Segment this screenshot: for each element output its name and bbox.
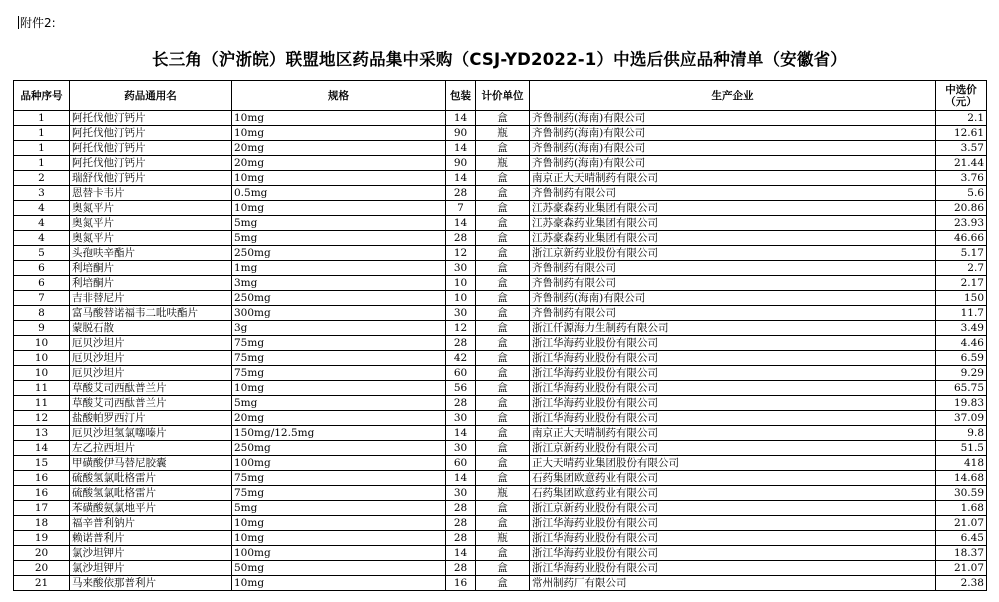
- cell-pack: 12: [446, 246, 476, 261]
- cell-no: 1: [14, 111, 70, 126]
- header-price: [936, 81, 987, 111]
- cell-pack: 60: [446, 366, 476, 381]
- cell-no: 2: [14, 171, 70, 186]
- cell-company: 浙江京新药业股份有限公司: [530, 501, 936, 516]
- cell-price: 21.07: [936, 561, 987, 576]
- cell-price: 21.44: [936, 156, 987, 171]
- cell-unit: 盒: [476, 501, 530, 516]
- cell-company: 浙江华海药业股份有限公司: [530, 366, 936, 381]
- cell-name: 厄贝沙坦片: [70, 366, 232, 381]
- cell-unit: 盒: [476, 396, 530, 411]
- cell-name: 赖诺普利片: [70, 531, 232, 546]
- text-cursor: [18, 16, 19, 29]
- table-row: [14, 246, 987, 261]
- cell-price: 150: [936, 291, 987, 306]
- cell-company: 南京正大天晴制药有限公司: [530, 426, 936, 441]
- cell-unit: 盒: [476, 261, 530, 276]
- cell-pack: 14: [446, 171, 476, 186]
- cell-no: 10: [14, 336, 70, 351]
- cell-unit: 盒: [476, 471, 530, 486]
- table-row: [14, 411, 987, 426]
- cell-company: 石药集团欧意药业有限公司: [530, 486, 936, 501]
- table-row: [14, 351, 987, 366]
- cell-company: 江苏豪森药业集团有限公司: [530, 231, 936, 246]
- cell-spec: 10mg: [232, 126, 446, 141]
- cell-pack: 14: [446, 216, 476, 231]
- cell-company: 浙江京新药业股份有限公司: [530, 441, 936, 456]
- cell-company: 浙江华海药业股份有限公司: [530, 546, 936, 561]
- cell-unit: 盒: [476, 171, 530, 186]
- table-row: [14, 486, 987, 501]
- cell-pack: 28: [446, 531, 476, 546]
- cell-name: 头孢呋辛酯片: [70, 246, 232, 261]
- cell-spec: 10mg: [232, 516, 446, 531]
- cell-name: 利培酮片: [70, 276, 232, 291]
- document-title: 长三角（沪浙皖）联盟地区药品集中采购（CSJ-YD2022-1）中选后供应品种清单（安徽省）: [152, 50, 847, 69]
- cell-no: 4: [14, 216, 70, 231]
- cell-company: 正大天晴药业集团股份有限公司: [530, 456, 936, 471]
- cell-unit: 盒: [476, 426, 530, 441]
- cell-unit: 盒: [476, 306, 530, 321]
- table-row: [14, 516, 987, 531]
- cell-spec: 75mg: [232, 336, 446, 351]
- table-row: [14, 231, 987, 246]
- cell-no: 1: [14, 156, 70, 171]
- cell-no: 11: [14, 396, 70, 411]
- cell-pack: 14: [446, 111, 476, 126]
- table-row: [14, 441, 987, 456]
- cell-name: 盐酸帕罗西汀片: [70, 411, 232, 426]
- table-row: [14, 426, 987, 441]
- header-no: 品种序号: [14, 81, 70, 111]
- cell-pack: 28: [446, 396, 476, 411]
- cell-name: 草酸艾司西酞普兰片: [70, 381, 232, 396]
- cell-spec: 150mg/12.5mg: [232, 426, 446, 441]
- table-row: [14, 456, 987, 471]
- cell-name: 厄贝沙坦片: [70, 336, 232, 351]
- cell-no: 9: [14, 321, 70, 336]
- cell-company: 浙江华海药业股份有限公司: [530, 381, 936, 396]
- table-row: [14, 186, 987, 201]
- cell-spec: 250mg: [232, 291, 446, 306]
- cell-name: 氯沙坦钾片: [70, 561, 232, 576]
- cell-company: 齐鲁制药(海南)有限公司: [530, 156, 936, 171]
- cell-no: 10: [14, 366, 70, 381]
- table-row: [14, 336, 987, 351]
- cell-company: 浙江华海药业股份有限公司: [530, 396, 936, 411]
- header-price-line2: （元）: [945, 95, 977, 108]
- cell-price: 3.49: [936, 321, 987, 336]
- cell-price: 6.59: [936, 351, 987, 366]
- cell-spec: 5mg: [232, 501, 446, 516]
- cell-spec: 1mg: [232, 261, 446, 276]
- cell-company: 浙江京新药业股份有限公司: [530, 246, 936, 261]
- cell-spec: 75mg: [232, 351, 446, 366]
- cell-name: 厄贝沙坦片: [70, 351, 232, 366]
- cell-no: 21: [14, 576, 70, 591]
- cell-company: 江苏豪森药业集团有限公司: [530, 216, 936, 231]
- cell-company: 齐鲁制药(海南)有限公司: [530, 141, 936, 156]
- cell-no: 20: [14, 561, 70, 576]
- cell-spec: 5mg: [232, 216, 446, 231]
- cell-name: 阿托伐他汀钙片: [70, 126, 232, 141]
- cell-price: 5.17: [936, 246, 987, 261]
- cell-spec: 10mg: [232, 531, 446, 546]
- cell-company: 浙江华海药业股份有限公司: [530, 516, 936, 531]
- cell-price: 9.29: [936, 366, 987, 381]
- cell-pack: 56: [446, 381, 476, 396]
- header-unit: 计价单位: [476, 81, 530, 111]
- annex-label: [18, 14, 56, 31]
- cell-spec: 75mg: [232, 471, 446, 486]
- cell-spec: 300mg: [232, 306, 446, 321]
- cell-no: 16: [14, 486, 70, 501]
- cell-pack: 14: [446, 426, 476, 441]
- cell-name: 硫酸氢氯吡格雷片: [70, 471, 232, 486]
- cell-unit: 盒: [476, 291, 530, 306]
- cell-spec: 10mg: [232, 576, 446, 591]
- cell-pack: 28: [446, 501, 476, 516]
- cell-unit: 瓶: [476, 486, 530, 501]
- table-row: [14, 156, 987, 171]
- cell-name: 氯沙坦钾片: [70, 546, 232, 561]
- cell-unit: 盒: [476, 381, 530, 396]
- cell-name: 阿托伐他汀钙片: [70, 141, 232, 156]
- cell-price: 5.6: [936, 186, 987, 201]
- cell-price: 4.46: [936, 336, 987, 351]
- annex-text: 附件2:: [20, 16, 56, 30]
- cell-company: 浙江华海药业股份有限公司: [530, 351, 936, 366]
- cell-pack: 28: [446, 561, 476, 576]
- cell-price: 46.66: [936, 231, 987, 246]
- cell-pack: 12: [446, 321, 476, 336]
- cell-spec: 20mg: [232, 156, 446, 171]
- cell-unit: 盒: [476, 201, 530, 216]
- cell-unit: 盒: [476, 216, 530, 231]
- table-row: [14, 396, 987, 411]
- cell-company: 齐鲁制药(海南)有限公司: [530, 111, 936, 126]
- cell-price: 11.7: [936, 306, 987, 321]
- cell-no: 1: [14, 141, 70, 156]
- cell-unit: 盒: [476, 546, 530, 561]
- cell-pack: 90: [446, 126, 476, 141]
- cell-pack: 90: [446, 156, 476, 171]
- cell-spec: 75mg: [232, 366, 446, 381]
- cell-unit: 盒: [476, 351, 530, 366]
- header-price-line1: 中选价: [945, 83, 977, 96]
- table-row: [14, 576, 987, 591]
- cell-name: 利培酮片: [70, 261, 232, 276]
- cell-unit: 瓶: [476, 531, 530, 546]
- cell-pack: 60: [446, 456, 476, 471]
- table-row: [14, 381, 987, 396]
- cell-unit: 盒: [476, 246, 530, 261]
- cell-no: 15: [14, 456, 70, 471]
- cell-unit: 盒: [476, 441, 530, 456]
- cell-price: 2.7: [936, 261, 987, 276]
- table-row: [14, 561, 987, 576]
- cell-name: 草酸艾司西酞普兰片: [70, 396, 232, 411]
- cell-price: 14.68: [936, 471, 987, 486]
- cell-spec: 100mg: [232, 456, 446, 471]
- cell-no: 12: [14, 411, 70, 426]
- cell-spec: 5mg: [232, 396, 446, 411]
- cell-unit: 瓶: [476, 156, 530, 171]
- cell-no: 18: [14, 516, 70, 531]
- cell-company: 浙江华海药业股份有限公司: [530, 411, 936, 426]
- cell-unit: 盒: [476, 561, 530, 576]
- cell-no: 16: [14, 471, 70, 486]
- cell-price: 3.76: [936, 171, 987, 186]
- cell-company: 齐鲁制药有限公司: [530, 261, 936, 276]
- table-row: [14, 321, 987, 336]
- cell-pack: 7: [446, 201, 476, 216]
- cell-company: 浙江华海药业股份有限公司: [530, 531, 936, 546]
- cell-unit: 瓶: [476, 126, 530, 141]
- table-row: [14, 261, 987, 276]
- cell-pack: 30: [446, 486, 476, 501]
- cell-no: 17: [14, 501, 70, 516]
- cell-price: 2.17: [936, 276, 987, 291]
- cell-pack: 30: [446, 441, 476, 456]
- cell-unit: 盒: [476, 336, 530, 351]
- cell-spec: 5mg: [232, 231, 446, 246]
- cell-spec: 20mg: [232, 411, 446, 426]
- cell-name: 奥氮平片: [70, 216, 232, 231]
- cell-unit: 盒: [476, 516, 530, 531]
- cell-price: 21.07: [936, 516, 987, 531]
- cell-price: 65.75: [936, 381, 987, 396]
- cell-pack: 14: [446, 471, 476, 486]
- cell-spec: 0.5mg: [232, 186, 446, 201]
- cell-unit: 盒: [476, 186, 530, 201]
- cell-company: 齐鲁制药(海南)有限公司: [530, 126, 936, 141]
- cell-name: 阿托伐他汀钙片: [70, 156, 232, 171]
- cell-no: 4: [14, 231, 70, 246]
- cell-price: 23.93: [936, 216, 987, 231]
- cell-pack: 42: [446, 351, 476, 366]
- cell-spec: 250mg: [232, 246, 446, 261]
- cell-price: 3.57: [936, 141, 987, 156]
- cell-pack: 14: [446, 141, 476, 156]
- cell-price: 9.8: [936, 426, 987, 441]
- cell-spec: 10mg: [232, 171, 446, 186]
- cell-no: 3: [14, 186, 70, 201]
- table-row: [14, 501, 987, 516]
- cell-price: 6.45: [936, 531, 987, 546]
- cell-no: 19: [14, 531, 70, 546]
- cell-spec: 20mg: [232, 141, 446, 156]
- table-row: [14, 216, 987, 231]
- cell-no: 14: [14, 441, 70, 456]
- cell-name: 奥氮平片: [70, 231, 232, 246]
- table-row: [14, 111, 987, 126]
- table-row: [14, 471, 987, 486]
- cell-no: 13: [14, 426, 70, 441]
- cell-unit: 盒: [476, 231, 530, 246]
- table-row: [14, 306, 987, 321]
- cell-spec: 3mg: [232, 276, 446, 291]
- cell-company: 南京正大天晴制药有限公司: [530, 171, 936, 186]
- cell-price: 418: [936, 456, 987, 471]
- cell-company: 常州制药厂有限公司: [530, 576, 936, 591]
- cell-no: 20: [14, 546, 70, 561]
- cell-pack: 28: [446, 336, 476, 351]
- cell-price: 1.68: [936, 501, 987, 516]
- cell-company: 江苏豪森药业集团有限公司: [530, 201, 936, 216]
- cell-no: 6: [14, 276, 70, 291]
- table-row: [14, 546, 987, 561]
- cell-pack: 30: [446, 261, 476, 276]
- cell-spec: 100mg: [232, 546, 446, 561]
- cell-pack: 10: [446, 291, 476, 306]
- cell-spec: 75mg: [232, 486, 446, 501]
- cell-no: 11: [14, 381, 70, 396]
- cell-spec: 10mg: [232, 201, 446, 216]
- cell-unit: 盒: [476, 141, 530, 156]
- cell-name: 瑞舒伐他汀钙片: [70, 171, 232, 186]
- table-row: [14, 201, 987, 216]
- cell-spec: 50mg: [232, 561, 446, 576]
- cell-pack: 28: [446, 231, 476, 246]
- cell-no: 7: [14, 291, 70, 306]
- cell-pack: 16: [446, 576, 476, 591]
- cell-company: 齐鲁制药有限公司: [530, 306, 936, 321]
- cell-price: 12.61: [936, 126, 987, 141]
- cell-no: 1: [14, 126, 70, 141]
- cell-unit: 盒: [476, 366, 530, 381]
- table-row: [14, 171, 987, 186]
- cell-name: 马来酸依那普利片: [70, 576, 232, 591]
- cell-spec: 3g: [232, 321, 446, 336]
- cell-pack: 14: [446, 546, 476, 561]
- cell-name: 奥氮平片: [70, 201, 232, 216]
- table-row: [14, 276, 987, 291]
- cell-pack: 28: [446, 186, 476, 201]
- cell-company: 石药集团欧意药业有限公司: [530, 471, 936, 486]
- cell-price: 30.59: [936, 486, 987, 501]
- cell-pack: 30: [446, 306, 476, 321]
- cell-name: 硫酸氢氯吡格雷片: [70, 486, 232, 501]
- cell-company: 齐鲁制药有限公司: [530, 186, 936, 201]
- cell-price: 37.09: [936, 411, 987, 426]
- drug-list-table: [13, 80, 987, 591]
- cell-name: 阿托伐他汀钙片: [70, 111, 232, 126]
- cell-spec: 250mg: [232, 441, 446, 456]
- cell-unit: 盒: [476, 276, 530, 291]
- cell-price: 2.38: [936, 576, 987, 591]
- cell-pack: 10: [446, 276, 476, 291]
- header-company: 生产企业: [530, 81, 936, 111]
- cell-company: 齐鲁制药有限公司: [530, 276, 936, 291]
- cell-company: 齐鲁制药(海南)有限公司: [530, 291, 936, 306]
- cell-name: 恩替卡韦片: [70, 186, 232, 201]
- table-header-row: [14, 81, 987, 111]
- cell-name: 蒙脱石散: [70, 321, 232, 336]
- cell-price: 18.37: [936, 546, 987, 561]
- cell-name: 苯磺酸氨氯地平片: [70, 501, 232, 516]
- cell-price: 51.5: [936, 441, 987, 456]
- cell-unit: 盒: [476, 456, 530, 471]
- cell-no: 6: [14, 261, 70, 276]
- cell-price: 2.1: [936, 111, 987, 126]
- cell-name: 厄贝沙坦氢氯噻嗪片: [70, 426, 232, 441]
- cell-unit: 盒: [476, 411, 530, 426]
- cell-spec: 10mg: [232, 111, 446, 126]
- cell-name: 左乙拉西坦片: [70, 441, 232, 456]
- table-row: [14, 291, 987, 306]
- header-name: 药品通用名: [70, 81, 232, 111]
- cell-company: 浙江华海药业股份有限公司: [530, 336, 936, 351]
- cell-no: 10: [14, 351, 70, 366]
- table-row: [14, 126, 987, 141]
- cell-name: 吉非替尼片: [70, 291, 232, 306]
- cell-pack: 28: [446, 516, 476, 531]
- cell-unit: 盒: [476, 321, 530, 336]
- cell-no: 8: [14, 306, 70, 321]
- cell-price: 20.86: [936, 201, 987, 216]
- cell-name: 富马酸替诺福韦二吡呋酯片: [70, 306, 232, 321]
- table-row: [14, 366, 987, 381]
- cell-company: 浙江华海药业股份有限公司: [530, 561, 936, 576]
- cell-name: 福辛普利钠片: [70, 516, 232, 531]
- table-row: [14, 141, 987, 156]
- cell-price: 19.83: [936, 396, 987, 411]
- cell-name: 甲磺酸伊马替尼胶囊: [70, 456, 232, 471]
- cell-pack: 30: [446, 411, 476, 426]
- table-row: [14, 531, 987, 546]
- cell-company: 浙江仟源海力生制药有限公司: [530, 321, 936, 336]
- cell-spec: 10mg: [232, 381, 446, 396]
- cell-no: 4: [14, 201, 70, 216]
- header-spec: 规格: [232, 81, 446, 111]
- header-pack: 包装: [446, 81, 476, 111]
- cell-no: 5: [14, 246, 70, 261]
- cell-unit: 盒: [476, 111, 530, 126]
- cell-unit: 盒: [476, 576, 530, 591]
